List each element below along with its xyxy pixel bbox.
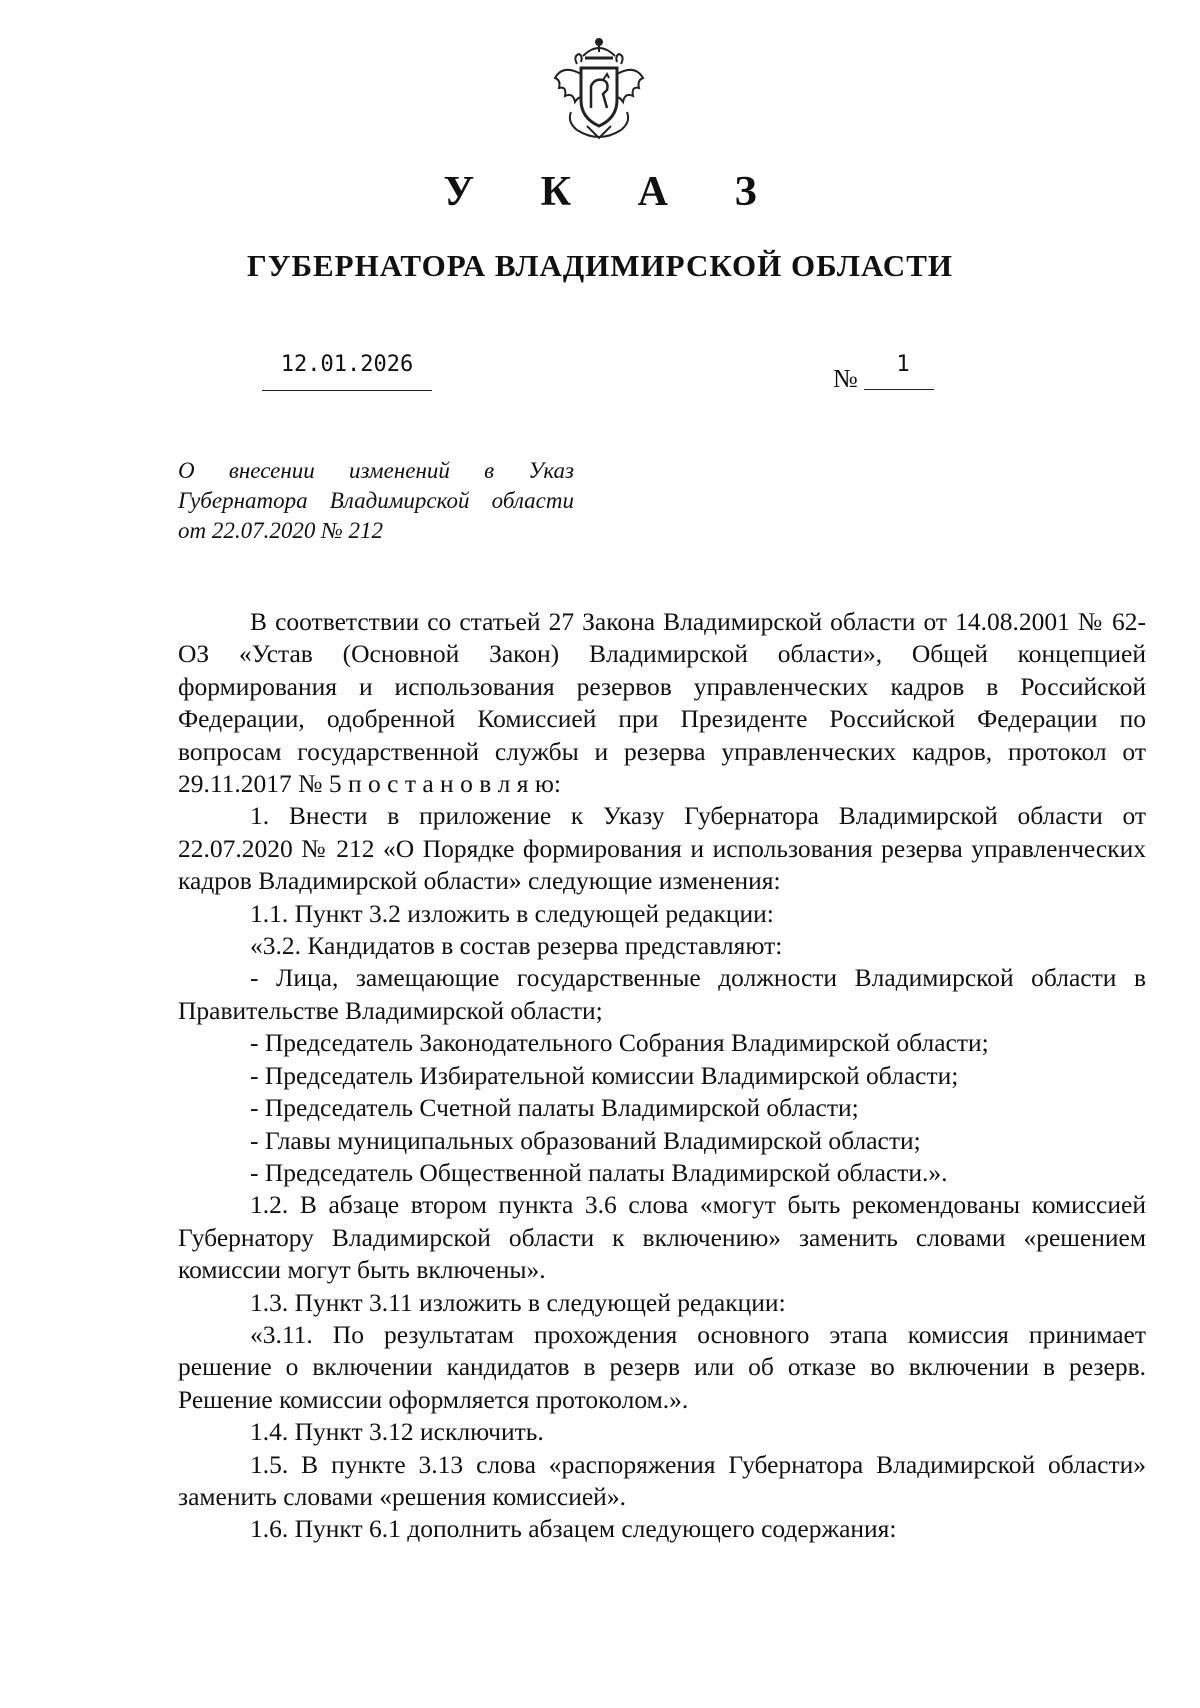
date-underline	[262, 390, 432, 391]
subject-line: от 22.07.2020 № 212	[178, 518, 384, 543]
body-paragraph: «3.11. По результатам прохождения основного этапа комиссия принимает решение о включении кандидатов в резерв или об отказе во включении в резерв. Решение комиссии оформляется протоколом.».	[178, 1319, 1146, 1414]
body-paragraph: 1.3. Пункт 3.11 изложить в следующей редакции:	[250, 1287, 786, 1317]
subject-line: О внесении изменений в Указ	[178, 458, 574, 483]
body-paragraph: «3.2. Кандидатов в состав резерва представляют:	[250, 931, 783, 961]
number-underline	[864, 389, 934, 390]
document-number: 1	[896, 352, 910, 377]
body-paragraph: - Председатель Общественной палаты Владимирской области.».	[250, 1157, 948, 1187]
body-paragraph: 1.6. Пункт 6.1 дополнить абзацем следующего содержания:	[250, 1514, 897, 1544]
document-subject	[178, 456, 574, 546]
body-paragraph: 1.4. Пункт 3.12 исключить.	[250, 1417, 544, 1447]
body-paragraph: 1. Внести в приложение к Указу Губернатора Владимирской области от 22.07.2020 № 212 «О Порядке формирования и использования резерва управленческих кадров Владимирской области» следующие изменения:	[178, 801, 1146, 896]
document-issuer: ГУБЕРНАТОРА ВЛАДИМИРСКОЙ ОБЛАСТИ	[247, 248, 953, 283]
number-sign: №	[833, 364, 858, 393]
body-paragraph: В соответствии со статьей 27 Закона Владимирской области от 14.08.2001 № 62-ОЗ «Устав (Основной Закон) Владимирской области», Общей концепцией формирования и использования резервов управленческих кадров в Российской Федерации, одобренной Комиссией при Президенте Российской Федерации по вопросам государственной службы и резерва управленческих кадров, протокол от 29.11.2017 № 5 п о с т а н о в л я ю:	[178, 607, 1146, 799]
document-body	[178, 606, 1146, 1546]
body-paragraph: - Председатель Избирательной комиссии Владимирской области;	[250, 1060, 959, 1090]
body-paragraph: 1.1. Пункт 3.2 изложить в следующей редакции:	[250, 898, 774, 928]
coat-of-arms-icon	[547, 34, 651, 146]
body-paragraph: - Лица, замещающие государственные должности Владимирской области в Правительстве Владимирской области;	[178, 963, 1146, 1025]
body-paragraph: - Председатель Законодательного Собрания Владимирской области;	[250, 1028, 989, 1058]
subject-line: Губернатора Владимирской области	[178, 488, 574, 513]
document-date: 12.01.2026	[280, 352, 414, 377]
body-paragraph: - Главы муниципальных образований Владимирской области;	[250, 1125, 921, 1155]
body-paragraph: - Председатель Счетной палаты Владимирской области;	[250, 1093, 859, 1123]
body-paragraph: 1.5. В пункте 3.13 слова «распоряжения Губернатора Владимирской области» заменить словами «решения комиссией».	[178, 1449, 1146, 1511]
body-paragraph: 1.2. В абзаце втором пункта 3.6 слова «могут быть рекомендованы комиссией Губернатору Владимирской области к включению» заменить словами «решением комиссии могут быть включены».	[178, 1190, 1146, 1285]
document-title: У К А З	[443, 169, 785, 215]
